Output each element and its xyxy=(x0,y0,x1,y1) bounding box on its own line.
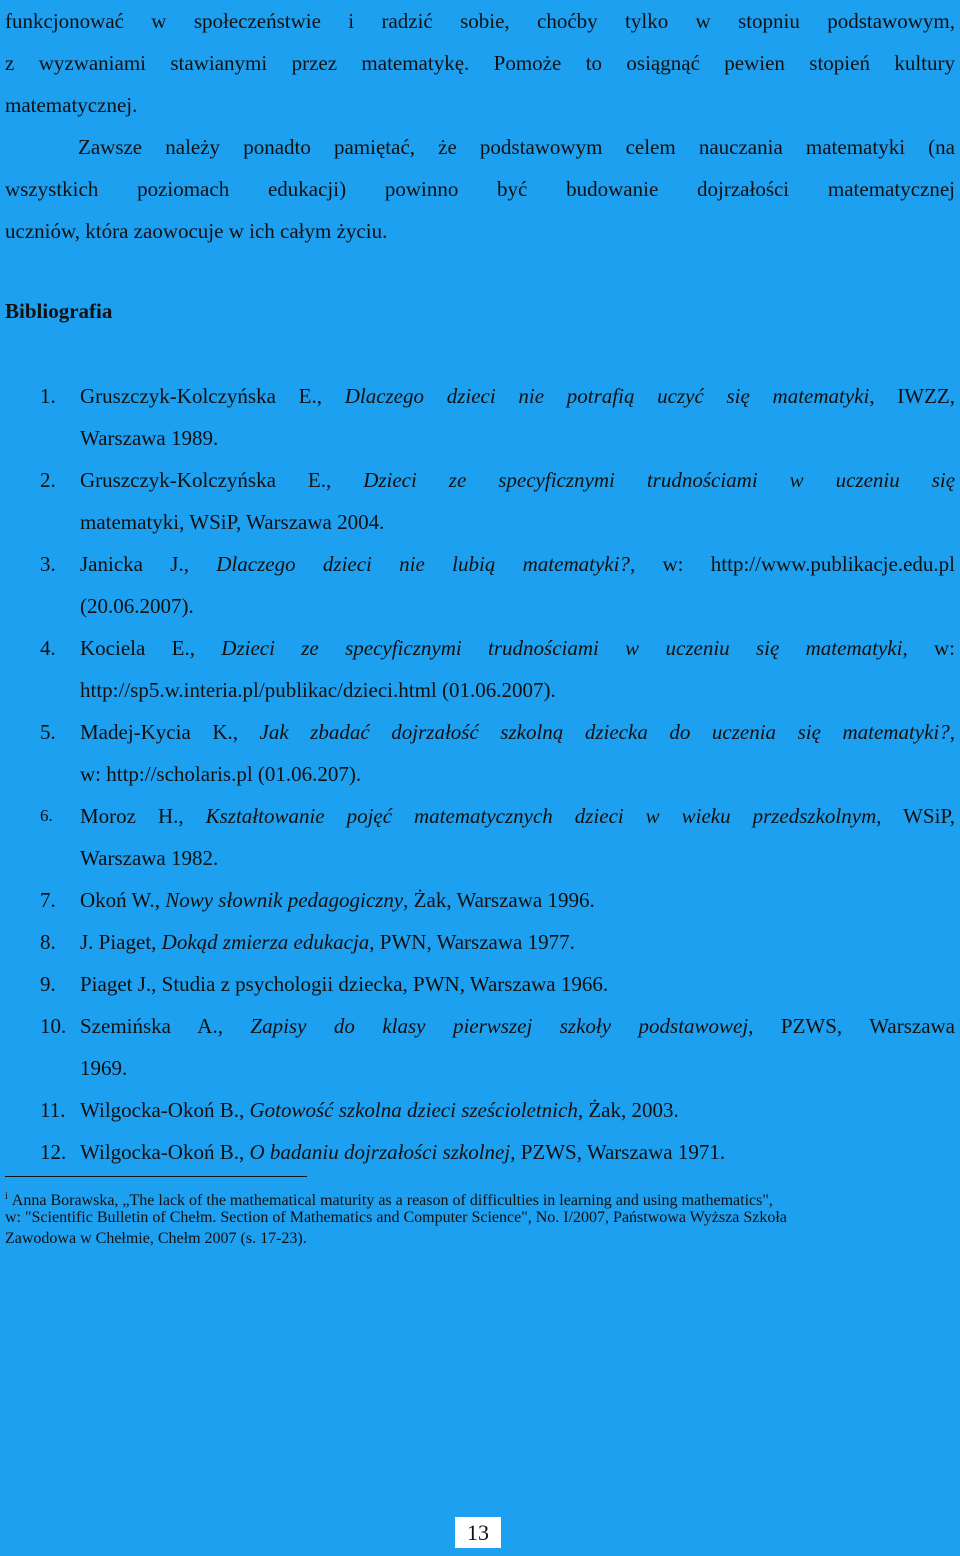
bib-entry xyxy=(5,627,955,711)
bib-entry xyxy=(5,459,955,543)
bib-author: Madej-Kycia K. xyxy=(80,720,233,744)
bib-entry-number: 12. xyxy=(40,1140,67,1164)
bib-title: Dokąd zmierza edukacja xyxy=(161,930,370,954)
bib-entry-line-1 xyxy=(80,1005,955,1047)
bib-separator: , xyxy=(151,972,162,996)
bib-title: Zapisy do klasy pierwszej szkoły podstawowej xyxy=(250,1014,749,1038)
bib-author: Piaget J. xyxy=(80,972,152,996)
bib-publisher: , xyxy=(949,720,956,744)
paragraph-2-line-2: wszystkich poziomach edukacji) powinno być budowanie dojrzałości matematycznej xyxy=(5,177,955,201)
bib-entry-line-2: w: http://scholaris.pl (01.06.207). xyxy=(80,762,362,786)
bib-author: Szemińska A. xyxy=(80,1014,218,1038)
bib-entry-line-1 xyxy=(80,963,955,1005)
bib-separator: , xyxy=(183,552,217,576)
bib-entry xyxy=(5,921,955,963)
bib-title: Nowy słownik pedagogiczny xyxy=(165,888,404,912)
bib-entry-number: 7. xyxy=(40,888,56,912)
bib-entry-line-2: Warszawa 1982. xyxy=(80,846,219,870)
bib-entry xyxy=(5,1005,955,1089)
bib-separator: , xyxy=(325,468,364,492)
bib-publisher: , PZWS, Warszawa xyxy=(748,1014,955,1038)
bib-entry xyxy=(5,795,955,879)
bib-separator: , xyxy=(217,1014,251,1038)
bib-entry xyxy=(5,879,955,921)
footnote-line-1 xyxy=(5,1186,955,1207)
bib-title: Gotowość szkolna dzieci sześcioletnich xyxy=(249,1098,578,1122)
bib-entry-line-1 xyxy=(80,1131,955,1173)
bib-title: Dlaczego dzieci nie lubią matematyki? xyxy=(216,552,630,576)
bibliography-heading: Bibliografia xyxy=(5,299,113,323)
bib-entry xyxy=(5,375,955,459)
bib-entry-line-1 xyxy=(80,459,955,501)
bib-separator: , xyxy=(154,888,166,912)
bib-author: Wilgocka-Okoń B. xyxy=(80,1098,239,1122)
bib-entry-line-2: (20.06.2007). xyxy=(80,594,194,618)
bib-entry-number: 2. xyxy=(40,468,56,492)
bib-entry xyxy=(5,963,955,1005)
bib-entry-number: 1. xyxy=(40,384,56,408)
bib-separator: , xyxy=(232,720,260,744)
bib-entry-line-2: 1969. xyxy=(80,1056,128,1080)
paragraph-2-line-3: uczniów, która zaowocuje w ich całym życiu. xyxy=(5,219,388,243)
bib-publisher: , IWZZ, xyxy=(869,384,956,408)
bib-author: Janicka J. xyxy=(80,552,184,576)
bib-publisher: , PZWS, Warszawa 1971. xyxy=(510,1140,726,1164)
footnote-divider xyxy=(5,1176,307,1177)
bib-separator: , xyxy=(316,384,345,408)
footnote-line-2: w: "Scientific Bulletin of Chełm. Section of Mathematics and Computer Science", No. I/2007, Państwowa Wyższa Szkoła xyxy=(5,1209,787,1226)
page-number: 13 xyxy=(455,1517,501,1548)
bib-entry-number: 4. xyxy=(40,636,56,660)
bib-separator: , xyxy=(238,1140,250,1164)
paragraph-2-line-1: Zawsze należy ponadto pamiętać, że podstawowym celem nauczania matematyki (na xyxy=(78,135,955,159)
bib-entry-number: 8. xyxy=(40,930,56,954)
bib-title: Dzieci ze specyficznymi trudnościami w uczeniu się xyxy=(363,468,956,492)
bib-author: Moroz H. xyxy=(80,804,179,828)
bib-entry-number: 5. xyxy=(40,720,56,744)
bib-entry-number: 10. xyxy=(40,1014,67,1038)
bib-entry-line-1 xyxy=(80,543,955,585)
paragraph-1-line-3: matematycznej. xyxy=(5,93,138,117)
bib-entry-number: 3. xyxy=(40,552,56,576)
bib-separator: , xyxy=(151,930,162,954)
footnote-text-1: Anna Borawska, „The lack of the mathematical maturity as a reason of difficulties in learning and using mathematics", xyxy=(11,1192,773,1209)
footnote-line-3: Zawodowa w Chełmie, Chełm 2007 (s. 17-23). xyxy=(5,1230,307,1247)
bib-author: Wilgocka-Okoń B. xyxy=(80,1140,239,1164)
bib-entry xyxy=(5,1131,955,1173)
footnote-marker: i xyxy=(5,1191,8,1202)
bib-entry-line-2: matematyki, WSiP, Warszawa 2004. xyxy=(80,510,385,534)
footnote xyxy=(5,1186,955,1249)
bib-entry xyxy=(5,1089,955,1131)
bib-entry xyxy=(5,711,955,795)
bibliography-list xyxy=(5,375,955,1173)
bib-entry-line-1 xyxy=(80,1089,955,1131)
bib-publisher: , Żak, 2003. xyxy=(577,1098,679,1122)
bib-author: Gruszczyk-Kolczyńska E. xyxy=(80,384,317,408)
bib-entry-line-2: http://sp5.w.interia.pl/publikac/dzieci.html (01.06.2007). xyxy=(80,678,556,702)
bib-separator: , xyxy=(178,804,206,828)
bib-publisher: , PWN, Warszawa 1977. xyxy=(369,930,575,954)
bib-separator: , xyxy=(238,1098,250,1122)
bib-entry xyxy=(5,543,955,627)
paragraph-1-line-2: z wyzwaniami stawianymi przez matematykę. Pomoże to osiągnąć pewien stopień kultury xyxy=(5,51,955,75)
bib-entry-number: 11. xyxy=(40,1098,66,1122)
bib-entry-line-1 xyxy=(80,879,955,921)
bib-publisher: Studia z psychologii dziecka, PWN, Warszawa 1966. xyxy=(161,972,609,996)
bib-entry-number: 6. xyxy=(40,806,53,825)
bib-entry-line-1 xyxy=(80,921,955,963)
bib-entry-line-2: Warszawa 1989. xyxy=(80,426,219,450)
bib-separator: , xyxy=(189,636,222,660)
bib-author: J. Piaget xyxy=(80,930,152,954)
bib-entry-line-1 xyxy=(80,375,955,417)
bib-author: Kociela E. xyxy=(80,636,190,660)
bib-publisher: , w: xyxy=(902,636,956,660)
body-text xyxy=(5,0,955,252)
paragraph-1-line-1: funkcjonować w społeczeństwie i radzić sobie, choćby tylko w stopniu podstawowym, xyxy=(5,9,955,33)
bib-title: Dlaczego dzieci nie potrafią uczyć się matematyki xyxy=(344,384,870,408)
bib-publisher: , w: http://www.publikacje.edu.pl xyxy=(629,552,955,576)
bib-entry-number: 9. xyxy=(40,972,56,996)
bib-author: Okoń W. xyxy=(80,888,155,912)
bib-publisher: , Żak, Warszawa 1996. xyxy=(403,888,595,912)
bib-title: Jak zbadać dojrzałość szkolną dziecka do uczenia się matematyki? xyxy=(259,720,950,744)
bib-title: Kształtowanie pojęć matematycznych dzieci w wieku przedszkolnym xyxy=(205,804,877,828)
bib-publisher: , WSiP, xyxy=(876,804,956,828)
bib-entry-line-1 xyxy=(80,627,955,669)
bib-entry-line-1 xyxy=(80,795,955,837)
bib-entry-line-1 xyxy=(80,711,955,753)
bib-title: O badaniu dojrzałości szkolnej xyxy=(249,1140,511,1164)
bib-title: Dzieci ze specyficznymi trudnościami w uczeniu się matematyki xyxy=(221,636,903,660)
bib-author: Gruszczyk-Kolczyńska E. xyxy=(80,468,326,492)
